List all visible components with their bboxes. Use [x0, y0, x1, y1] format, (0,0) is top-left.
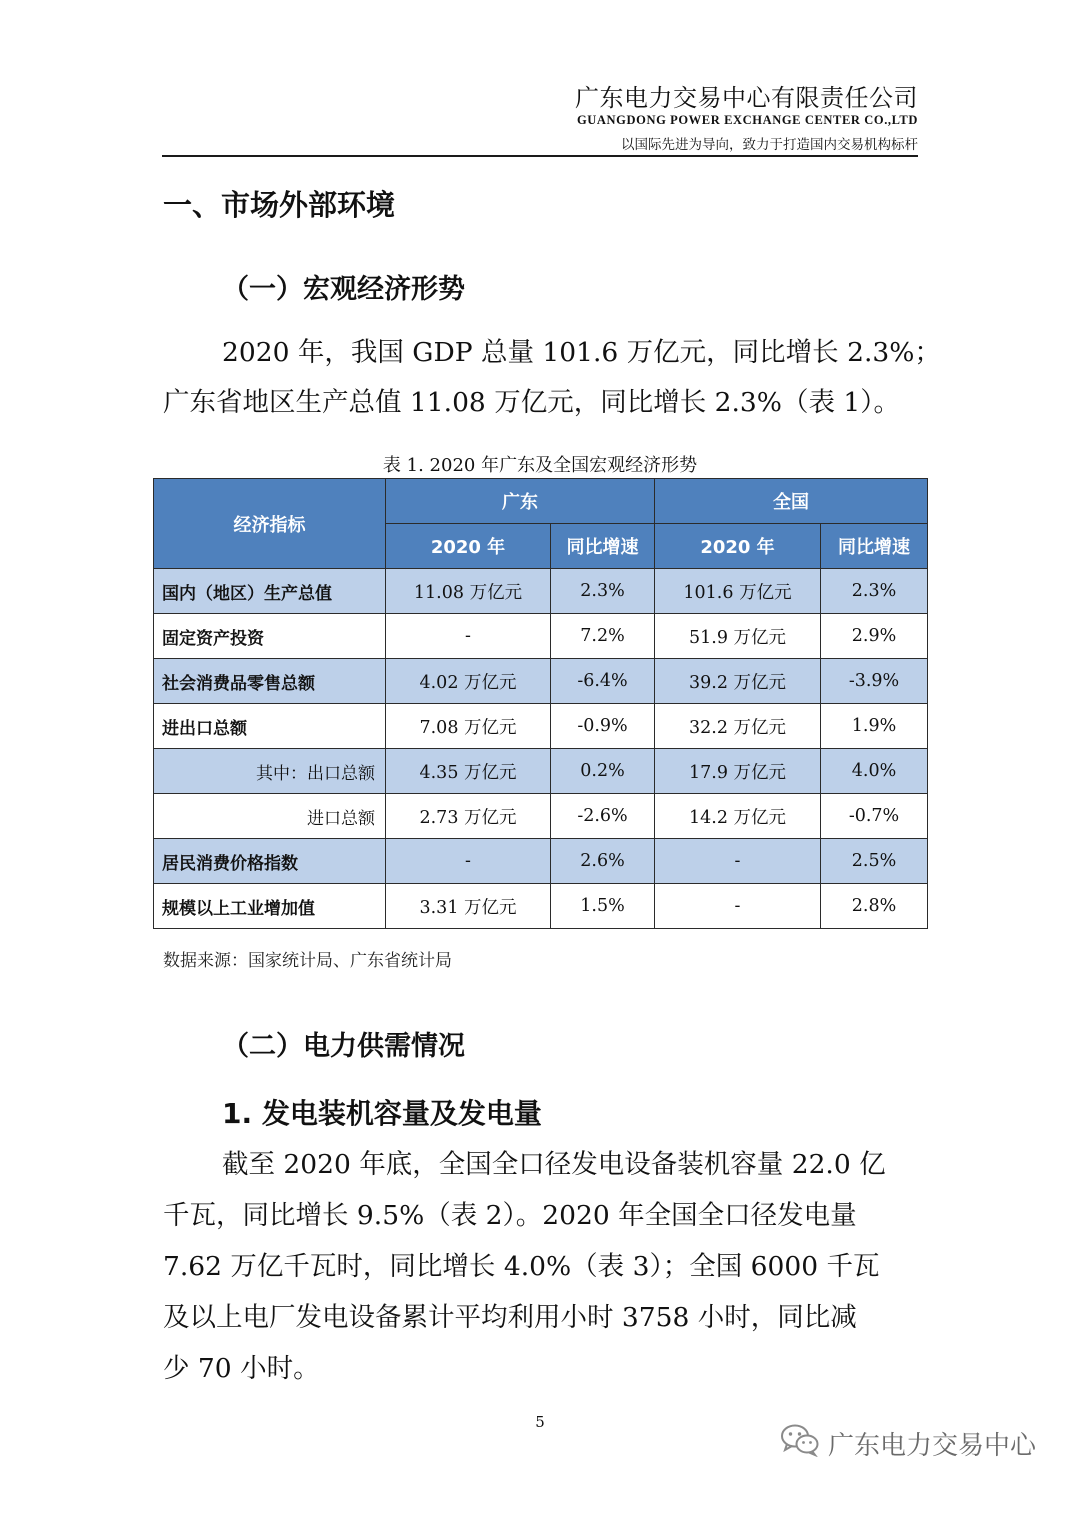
header-gd-growth: 同比增速 — [551, 524, 655, 569]
table-source-note: 数据来源：国家统计局、广东省统计局 — [163, 951, 452, 971]
cn-value: - — [655, 884, 821, 929]
header-company-english: GUANGDONG POWER EXCHANGE CENTER CO.,LTD — [576, 113, 918, 127]
cn-growth: -0.7% — [821, 794, 928, 839]
gd-value: 2.73 万亿元 — [386, 794, 551, 839]
cn-growth: -3.9% — [821, 659, 928, 704]
gd-value: 4.02 万亿元 — [386, 659, 551, 704]
header-slogan: 以国际先进为导向，致力于打造国内交易机构标杆 — [621, 137, 918, 153]
cn-growth: 2.8% — [821, 884, 928, 929]
section-title: 一、市场外部环境 — [163, 188, 396, 222]
gd-growth: 2.6% — [551, 839, 655, 884]
table-row — [154, 704, 928, 749]
gd-growth: -2.6% — [551, 794, 655, 839]
paragraph-line: 广东省地区生产总值 11.08 万亿元，同比增长 2.3%（表 1）。 — [163, 387, 900, 418]
gd-growth: -6.4% — [551, 659, 655, 704]
cn-value: 51.9 万亿元 — [655, 614, 821, 659]
cn-value: - — [655, 839, 821, 884]
row-label: 规模以上工业增加值 — [154, 884, 386, 929]
table-row — [154, 659, 928, 704]
cn-value: 39.2 万亿元 — [655, 659, 821, 704]
subsubsection-title: 1. 发电装机容量及发电量 — [222, 1097, 542, 1130]
table-row — [154, 569, 928, 614]
header-gd-year: 2020 年 — [386, 524, 551, 569]
gd-value: 7.08 万亿元 — [386, 704, 551, 749]
table-row — [154, 614, 928, 659]
row-label: 进出口总额 — [154, 704, 386, 749]
row-label: 其中：出口总额 — [154, 749, 386, 794]
cn-growth: 2.3% — [821, 569, 928, 614]
macro-economy-table — [153, 478, 928, 929]
gd-growth: 0.2% — [551, 749, 655, 794]
table-caption: 表 1. 2020 年广东及全国宏观经济形势 — [382, 455, 698, 476]
subsection-title: （二）电力供需情况 — [222, 1031, 465, 1062]
gd-growth: 2.3% — [551, 569, 655, 614]
watermark — [780, 1425, 1036, 1461]
paragraph-line: 截至 2020 年底，全国全口径发电设备装机容量 22.0 亿 — [222, 1149, 886, 1180]
gd-value: 4.35 万亿元 — [386, 749, 551, 794]
cn-value: 101.6 万亿元 — [655, 569, 821, 614]
cn-value: 32.2 万亿元 — [655, 704, 821, 749]
gd-value: - — [386, 614, 551, 659]
header-cn-year: 2020 年 — [655, 524, 821, 569]
gd-growth: 1.5% — [551, 884, 655, 929]
page-number: 5 — [535, 1413, 545, 1431]
row-label: 国内（地区）生产总值 — [154, 569, 386, 614]
table-row — [154, 884, 928, 929]
table-row — [154, 749, 928, 794]
header-company-name: 广东电力交易中心有限责任公司 — [575, 84, 918, 112]
gd-value: - — [386, 839, 551, 884]
gd-value: 11.08 万亿元 — [386, 569, 551, 614]
watermark-text: 广东电力交易中心 — [828, 1430, 1037, 1461]
cn-value: 14.2 万亿元 — [655, 794, 821, 839]
paragraph-line: 及以上电厂发电设备累计平均利用小时 3758 小时，同比减 — [163, 1302, 857, 1333]
wechat-icon — [780, 1423, 820, 1464]
header-divider — [162, 155, 918, 157]
table-row — [154, 839, 928, 884]
gd-value: 3.31 万亿元 — [386, 884, 551, 929]
row-label: 固定资产投资 — [154, 614, 386, 659]
cn-growth: 2.9% — [821, 614, 928, 659]
header-indicator: 经济指标 — [154, 479, 386, 569]
paragraph-line: 7.62 万亿千瓦时，同比增长 4.0%（表 3）；全国 6000 千瓦 — [163, 1251, 880, 1282]
cn-growth: 2.5% — [821, 839, 928, 884]
gd-growth: -0.9% — [551, 704, 655, 749]
paragraph-line: 2020 年，我国 GDP 总量 101.6 万亿元，同比增长 2.3%； — [222, 337, 941, 368]
row-label: 进口总额 — [154, 794, 386, 839]
subsection-title: （一）宏观经济形势 — [222, 274, 465, 305]
row-label: 社会消费品零售总额 — [154, 659, 386, 704]
cn-growth: 1.9% — [821, 704, 928, 749]
gd-growth: 7.2% — [551, 614, 655, 659]
header-cn-growth: 同比增速 — [821, 524, 928, 569]
row-label: 居民消费价格指数 — [154, 839, 386, 884]
cn-growth: 4.0% — [821, 749, 928, 794]
paragraph-line: 少 70 小时。 — [163, 1353, 320, 1384]
header-national: 全国 — [655, 479, 928, 524]
header-guangdong: 广东 — [386, 479, 655, 524]
cn-value: 17.9 万亿元 — [655, 749, 821, 794]
table-row — [154, 794, 928, 839]
paragraph-line: 千瓦，同比增长 9.5%（表 2）。2020 年全国全口径发电量 — [163, 1200, 857, 1231]
